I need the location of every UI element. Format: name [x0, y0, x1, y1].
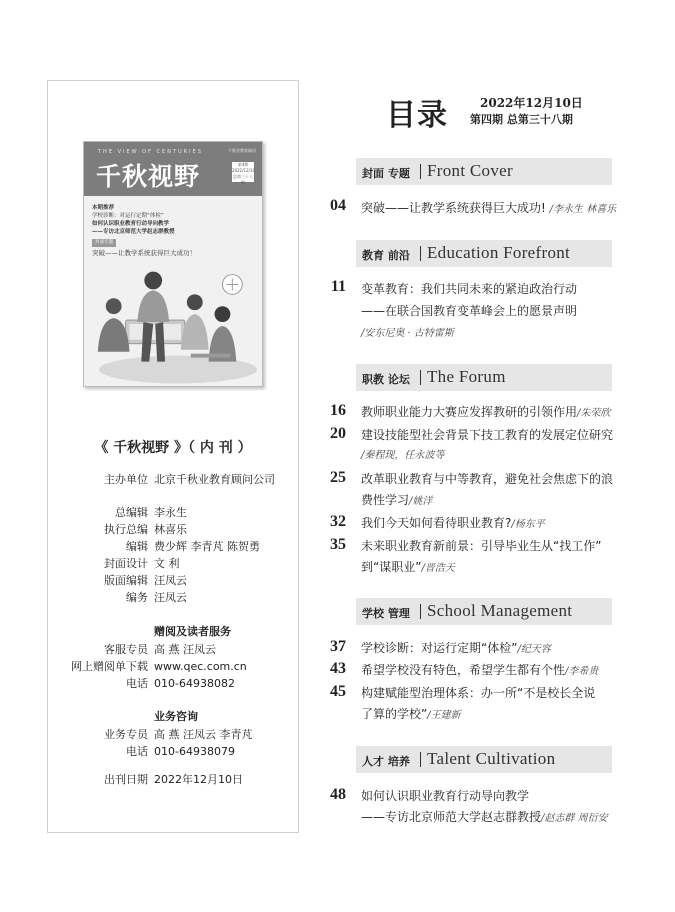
entry-author: /秦程现，任永波等	[361, 450, 445, 461]
staff-value: 林喜乐	[154, 523, 187, 536]
cover-line: 学校诊断：对运行定期“体检”	[92, 213, 164, 219]
page-number: 04	[330, 197, 346, 214]
page-number: 20	[330, 425, 346, 442]
entry-author: /晋浩天	[421, 563, 455, 574]
entry-title[interactable]: 建设技能型社会背景下技工教育的发展定位研究	[361, 428, 614, 442]
section-cn-label: 封面 专题	[362, 167, 410, 180]
page-number: 32	[330, 513, 346, 530]
section-divider	[420, 164, 421, 179]
cover-issue-number: 第4期	[237, 162, 249, 167]
cover-line: 如何认识职业教育行动导向教学	[92, 221, 170, 227]
cover-logo: 千秋视野	[96, 162, 201, 191]
section-header-education-forefront	[356, 240, 612, 267]
toc-entry-line[interactable]	[361, 705, 461, 722]
toc-entry[interactable]	[361, 639, 551, 656]
section-en-label: Front Cover	[427, 161, 513, 180]
cover-english-title: THE VIEW OF CENTURIES	[98, 149, 203, 155]
cover-headlines	[92, 204, 256, 257]
toc-date: 2022年12月10日	[480, 96, 583, 110]
section-en-label: Education Forefront	[427, 243, 571, 262]
entry-title[interactable]: 突破——让教学系统获得巨大成功!	[361, 201, 546, 215]
consult-value: 高 燕 汪凤云 李青芃	[154, 728, 253, 741]
cover-issue-box	[232, 162, 256, 185]
entry-title[interactable]: 如何认识职业教育行动导向教学	[361, 789, 530, 803]
toc-entry-line	[361, 446, 444, 461]
staff-label: 版面编辑	[104, 574, 148, 587]
section-header-talent-cultivation	[356, 746, 612, 773]
staff-label: 编辑	[126, 540, 148, 553]
section-header-school-management	[356, 598, 612, 625]
entry-title[interactable]: 变革教育：我们共同未来的紧迫政治行动	[361, 282, 578, 296]
section-divider	[420, 752, 421, 767]
page-number: 45	[330, 683, 346, 700]
entry-title[interactable]: 希望学校没有特色，希望学生都有个性	[361, 663, 566, 677]
staff-value: 费少辉 李青芃 陈贺勇	[154, 540, 260, 553]
toc-issue: 第四期 总第三十八期	[470, 113, 573, 126]
toc-entry-line[interactable]	[361, 558, 455, 575]
toc-entry[interactable]	[361, 199, 616, 216]
page-number: 16	[330, 402, 346, 419]
section-header-front-cover	[356, 158, 612, 185]
magazine-cover	[83, 141, 263, 387]
consult-label: 业务专员	[104, 728, 148, 741]
staff-label: 主办单位	[104, 473, 148, 486]
entry-title-cont[interactable]: 到“谋职业”	[361, 560, 422, 574]
service-label: 网上赠阅单下载	[71, 660, 148, 673]
toc-title: 目录	[386, 98, 448, 133]
page-number: 48	[330, 786, 346, 803]
magazine-title: 《 千秋视野 》（ 内 刊 ）	[94, 440, 252, 456]
staff-value: 李永生	[154, 506, 187, 519]
staff-value: 汪凤云	[154, 591, 187, 604]
publish-label: 出刊日期	[104, 773, 148, 786]
entry-author: /赵志群 周衍安	[541, 813, 608, 824]
entry-author: /李永生 林喜乐	[549, 204, 617, 215]
section-en-label: The Forum	[427, 367, 506, 386]
section-cn-label: 职教 论坛	[362, 373, 410, 386]
section-header-the-forum	[356, 364, 612, 391]
page-number: 35	[330, 536, 346, 553]
staff-label: 封面设计	[104, 557, 148, 570]
service-value: 010-64938082	[154, 677, 235, 690]
section-divider	[420, 370, 421, 385]
toc-entry-line	[361, 324, 454, 339]
entry-title[interactable]: 未来职业教育新前景：引导毕业生从“找工作”	[361, 539, 602, 553]
entry-subtitle[interactable]: ——专访北京师范大学赵志群教授	[361, 810, 542, 824]
entry-title[interactable]: 改革职业教育与中等教育，避免社会焦虑下的浪	[361, 472, 614, 486]
entry-author: /朱荣欣	[577, 408, 611, 419]
toc-entry[interactable]	[361, 426, 613, 443]
page-number: 11	[330, 278, 346, 295]
cover-tag: 封面专题	[92, 239, 116, 247]
consult-heading: 业务咨询	[154, 710, 198, 723]
toc-entry[interactable]	[361, 684, 595, 701]
entry-title-cont[interactable]: 了算的学校”	[361, 707, 428, 721]
entry-author: /王建新	[427, 710, 461, 721]
entry-title[interactable]: 我们今天如何看待职业教育?	[361, 516, 512, 530]
section-cn-label: 教育 前沿	[362, 249, 410, 262]
entry-title[interactable]: 教师职业能力大赛应发挥教研的引领作用	[361, 405, 578, 419]
cover-line: ——专访北京师范大学赵志群教授	[92, 229, 175, 235]
cover-publisher: 千秋业教育顾问	[228, 148, 256, 153]
section-cn-label: 学校 管理	[362, 607, 410, 620]
cover-issue-total: 总第三十八期	[233, 174, 253, 185]
staff-value: 北京千秋业教育顾问公司	[154, 473, 275, 486]
toc-entry[interactable]	[361, 661, 598, 678]
section-divider	[420, 604, 421, 619]
entry-title[interactable]: 学校诊断：对运行定期“体检”	[361, 641, 518, 655]
page-number: 37	[330, 638, 346, 655]
entry-title[interactable]: 构建赋能型治理体系：办一所“不是校长全说	[361, 686, 596, 700]
entry-title-cont[interactable]: 费性学习	[361, 493, 410, 507]
toc-entry-line[interactable]	[361, 302, 577, 319]
cover-special: 突破——让教学系统获得巨大成功！	[92, 249, 196, 257]
publish-value: 2022年12月10日	[154, 773, 243, 786]
consult-value: 010-64938079	[154, 745, 235, 758]
service-value: 高 燕 汪凤云	[154, 643, 216, 656]
toc-entry[interactable]	[361, 514, 545, 531]
toc-entry[interactable]	[361, 537, 601, 554]
toc-entry[interactable]	[361, 403, 610, 420]
section-en-label: Talent Cultivation	[427, 749, 556, 768]
masthead-panel	[47, 80, 299, 833]
cover-illustration	[84, 262, 262, 387]
cover-issue-date: 2022/12/10	[232, 168, 256, 173]
service-label: 客服专员	[104, 643, 148, 656]
page-number: 43	[330, 660, 346, 677]
entry-subtitle[interactable]: ——在联合国教育变革峰会上的愿景声明	[361, 304, 578, 318]
toc-entry-line[interactable]	[361, 808, 608, 825]
section-divider	[420, 246, 421, 261]
service-label: 电话	[126, 677, 148, 690]
toc-entry[interactable]	[361, 280, 577, 297]
toc-entry[interactable]	[361, 470, 613, 487]
service-heading: 赠阅及读者服务	[154, 625, 231, 638]
entry-author: /姚洋	[409, 496, 433, 507]
consult-label: 电话	[126, 745, 148, 758]
page-number: 25	[330, 469, 346, 486]
entry-author: /李希贵	[565, 666, 599, 677]
staff-label: 总编辑	[115, 506, 148, 519]
toc-entry[interactable]	[361, 787, 529, 804]
service-value[interactable]: www.qec.com.cn	[154, 660, 247, 673]
staff-label: 编务	[126, 591, 148, 604]
toc-entry-line[interactable]	[361, 491, 432, 508]
staff-value: 汪凤云	[154, 574, 187, 587]
section-cn-label: 人才 培养	[362, 755, 410, 768]
staff-label: 执行总编	[104, 523, 148, 536]
staff-value: 文 利	[154, 557, 180, 570]
entry-author: /纪天容	[517, 644, 551, 655]
entry-author: /安东尼奥 · 古特雷斯	[361, 328, 454, 339]
cover-line: 本期推荐	[92, 205, 115, 211]
section-en-label: School Management	[427, 601, 573, 620]
entry-author: /杨东平	[511, 519, 545, 530]
